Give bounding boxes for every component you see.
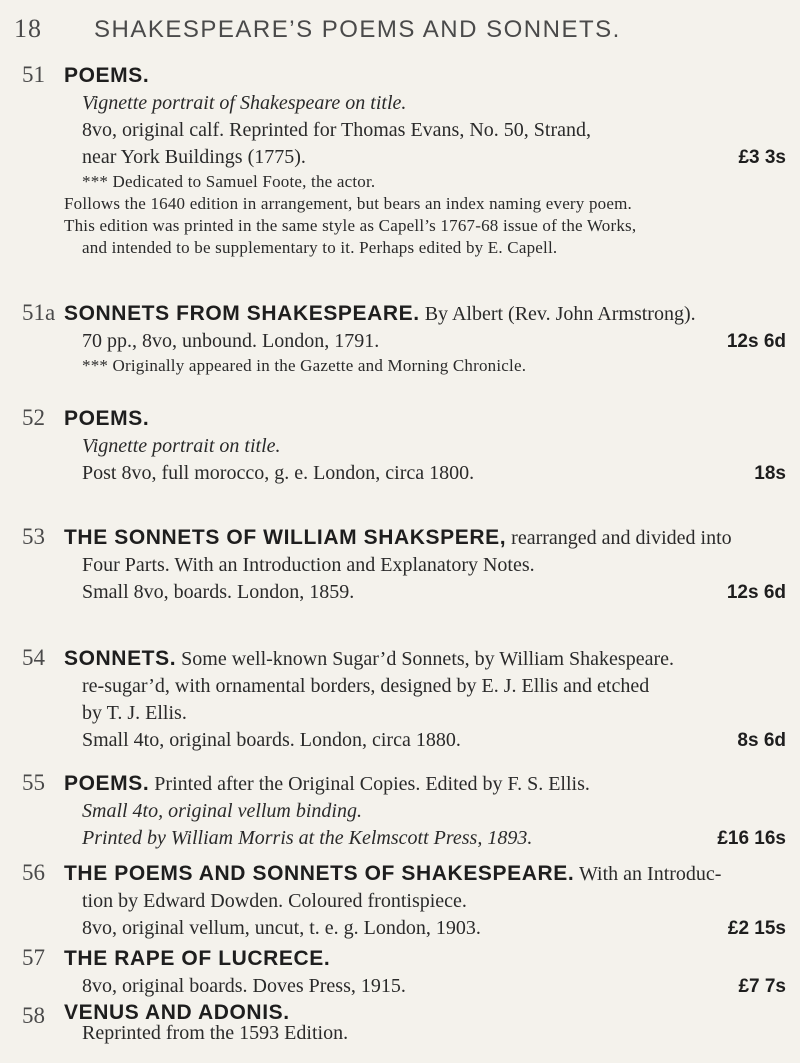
entry-line: Vignette portrait of Shakespeare on title. (82, 92, 407, 114)
page-header (14, 14, 786, 48)
entry-price: £2 15s (727, 918, 786, 939)
entry-line: 8vo, original calf. Reprinted for Thomas Evans, No. 50, Strand, (82, 119, 591, 141)
entry-price: 12s 6d (726, 331, 786, 352)
entry-number: 55 (22, 770, 45, 795)
entry-title: POEMS. (64, 407, 150, 430)
entry-line: Four Parts. With an Introduction and Explanatory Notes. (82, 554, 535, 576)
entry-title: POEMS. (64, 772, 150, 795)
entry-line: 70 pp., 8vo, unbound. London, 1791. (82, 330, 380, 352)
entry-title: THE SONNETS OF WILLIAM SHAKSPERE, (64, 526, 507, 549)
entry-title: VENUS AND ADONIS. (64, 1001, 290, 1024)
page-number: 18 (14, 14, 42, 43)
entry-line: tion by Edward Dowden. Coloured frontispiece. (82, 890, 467, 912)
entry-number: 56 (22, 860, 45, 885)
entry-title: THE POEMS AND SONNETS OF SHAKESPEARE. (64, 862, 575, 885)
entry-note: Follows the 1640 edition in arrangement, but bears an index naming every poem. (64, 194, 632, 213)
entry-line: Vignette portrait on title. (82, 435, 281, 457)
entry-title: SONNETS FROM SHAKESPEARE. (64, 302, 420, 325)
entry-price: £16 16s (717, 828, 786, 849)
entry-line: 8vo, original boards. Doves Press, 1915. (82, 975, 406, 997)
running-head: SHAKESPEARE’S POEMS AND SONNETS. (94, 16, 621, 43)
entry-line: Small 4to, original vellum binding. (82, 800, 362, 822)
entry-number: 52 (22, 405, 45, 430)
entry-note: This edition was printed in the same style as Capell’s 1767-68 issue of the Works, (64, 216, 637, 235)
entry-title: POEMS. (64, 64, 150, 87)
entry-title-rest: Some well-known Sugar’d Sonnets, by William Shakespeare. (181, 648, 674, 670)
entry-title-rest: By Albert (Rev. John Armstrong). (424, 303, 696, 325)
entry-title-rest: rearranged and divided into (511, 527, 732, 549)
entry-number: 51 (22, 62, 45, 87)
entry-line: re-sugar’d, with ornamental borders, designed by E. J. Ellis and etched (82, 675, 650, 697)
entry-line: 8vo, original vellum, uncut, t. e. g. London, 1903. (82, 917, 481, 939)
entry-price: £7 7s (738, 976, 786, 997)
entry-number: 54 (22, 645, 45, 670)
entry-line: Small 4to, original boards. London, circa 1880. (82, 729, 461, 751)
entry-price: 8s 6d (737, 730, 786, 751)
entry-price: 18s (754, 463, 786, 484)
entry-line: by T. J. Ellis. (82, 702, 187, 724)
entry-line: Post 8vo, full morocco, g. e. London, circa 1800. (82, 462, 475, 484)
entry-price: 12s 6d (726, 582, 786, 603)
entry-number: 53 (22, 524, 45, 549)
entry-note: and intended to be supplementary to it. Perhaps edited by E. Capell. (82, 238, 558, 257)
entry-note: *** Originally appeared in the Gazette and Morning Chronicle. (82, 356, 527, 375)
entry-price: £3 3s (738, 147, 786, 168)
entry-title: THE RAPE OF LUCRECE. (64, 947, 331, 970)
entry-number: 57 (22, 945, 45, 970)
entry-note: *** Dedicated to Samuel Foote, the actor. (82, 172, 376, 191)
entry-line: Reprinted from the 1593 Edition. (82, 1022, 349, 1044)
entry-number: 51a (22, 300, 56, 325)
entry-title: SONNETS. (64, 647, 177, 670)
entry-line: Small 8vo, boards. London, 1859. (82, 581, 355, 603)
entry-line: near York Buildings (1775). (82, 146, 306, 168)
entry-title-rest: With an Introduc- (578, 863, 722, 885)
entry-line: Printed by William Morris at the Kelmscott Press, 1893. (82, 827, 533, 849)
entry-title-rest: Printed after the Original Copies. Edited by F. S. Ellis. (154, 773, 590, 795)
entry-number: 58 (22, 1003, 45, 1028)
